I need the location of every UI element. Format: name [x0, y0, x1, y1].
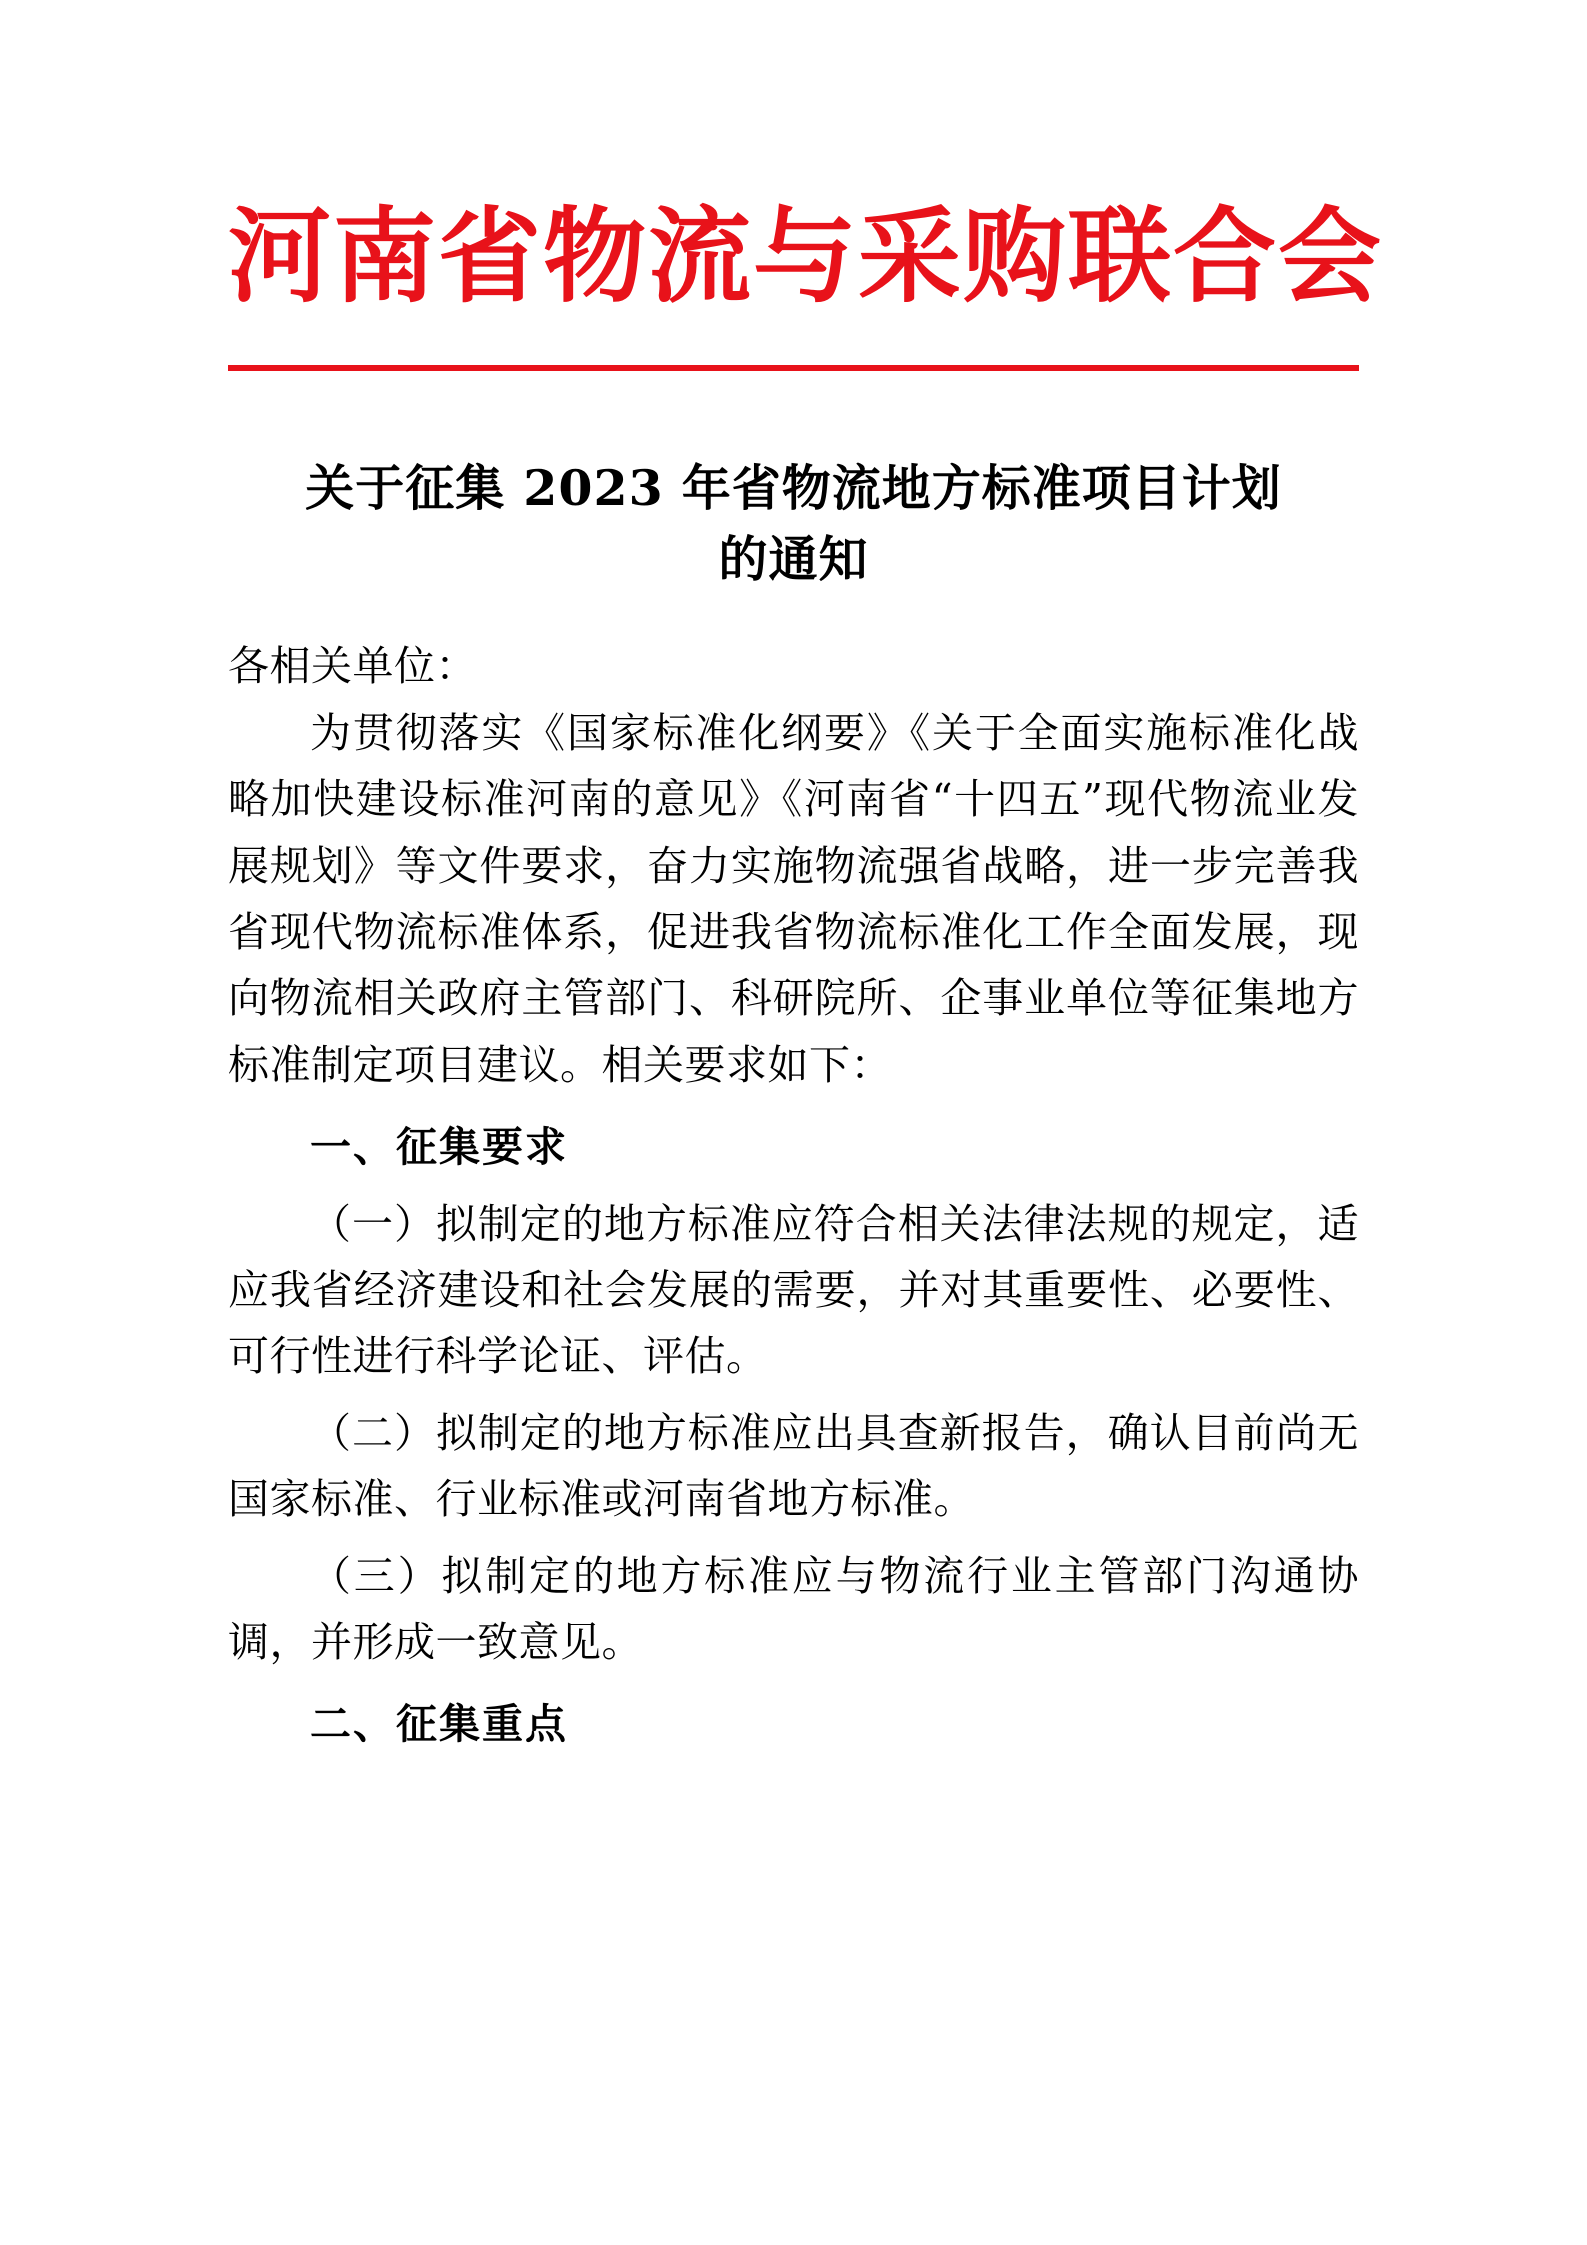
document-title-line-1: 关于征集 2023 年省物流地方标准项目计划	[305, 459, 1282, 518]
spacer	[228, 1675, 1359, 1691]
document-body	[228, 633, 1359, 1758]
document-title-line-2: 的通知	[718, 530, 869, 589]
section-1-item-3: （三）拟制定的地方标准应与物流行业主管部门沟通协调，并形成一致意见。	[228, 1551, 1359, 1667]
letterhead-divider	[228, 365, 1359, 371]
section-heading-1: 一、征集要求	[310, 1123, 568, 1172]
section-1-item-1: （一）拟制定的地方标准应符合相关法律法规的规定，适应我省经济建设和社会发展的需要，并对其重要性、必要性、可行性进行科学论证、评估。	[228, 1199, 1359, 1381]
letterhead	[228, 0, 1383, 371]
letterhead-organization-title: 河南省物流与采购联合会	[228, 196, 1383, 317]
spacer	[228, 1098, 1359, 1114]
spacer	[228, 1533, 1359, 1543]
document-title	[228, 453, 1359, 595]
section-heading-2: 二、征集重点	[310, 1700, 568, 1749]
spacer	[228, 1181, 1359, 1191]
section-1-item-2: （二）拟制定的地方标准应出具查新报告，确认目前尚无国家标准、行业标准或河南省地方标准。	[228, 1408, 1359, 1524]
body-paragraph-1: 为贯彻落实《国家标准化纲要》《关于全面实施标准化战略加快建设标准河南的意见》《河南省“十四五”现代物流业发展规划》等文件要求，奋力实施物流强省战略，进一步完善我省现代物流标准体系，促进我省物流标准化工作全面发展，现向物流相关政府主管部门、科研院所、企事业单位等征集地方标准制定项目建议。相关要求如下：	[228, 708, 1359, 1089]
spacer	[228, 1390, 1359, 1400]
salutation: 各相关单位：	[228, 642, 477, 691]
